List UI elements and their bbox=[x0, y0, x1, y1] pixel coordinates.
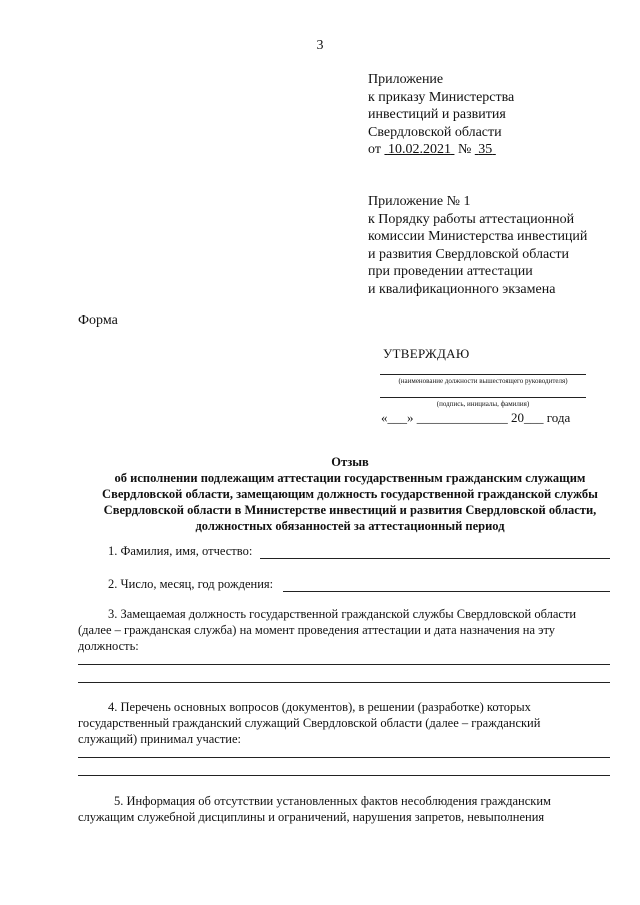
order-date: 10.02.2021 bbox=[387, 142, 451, 157]
field-birth-date-line bbox=[283, 591, 610, 592]
appendix-order-line: к приказу Министерства bbox=[368, 89, 515, 105]
field-birth-date-label: 2. Число, месяц, год рождения: bbox=[108, 577, 274, 591]
field-issues-line bbox=[78, 757, 610, 758]
approval-date-line: «___» ______________ 20___ года bbox=[381, 410, 571, 425]
field-position-line bbox=[78, 664, 610, 665]
title-heading: Отзыв bbox=[331, 455, 369, 469]
approval-heading: УТВЕРЖДАЮ bbox=[383, 346, 470, 361]
position-line bbox=[380, 374, 586, 375]
appendix-procedure-line: и квалификационного экзамена bbox=[368, 281, 556, 297]
title-line: об исполнении подлежащим аттестации государственным гражданским служащим bbox=[114, 471, 586, 485]
page-number: 3 bbox=[316, 38, 324, 53]
appendix-procedure-line: к Порядку работы аттестационной bbox=[368, 211, 575, 227]
position-caption: (наименование должности вышестоящего руководителя) bbox=[398, 377, 568, 385]
signature-caption: (подпись, инициалы, фамилия) bbox=[436, 400, 530, 408]
form-label: Форма bbox=[78, 313, 118, 328]
appendix-order-block bbox=[368, 71, 514, 159]
title-line: Свердловской области, замещающим должность государственной гражданской службы bbox=[102, 487, 598, 501]
appendix-order-line: Свердловской области bbox=[368, 124, 502, 140]
appendix-order-line: инвестиций и развития bbox=[368, 107, 506, 122]
field-position-line bbox=[78, 682, 610, 683]
document-title bbox=[60, 454, 640, 534]
field-full-name-line bbox=[260, 558, 610, 559]
appendix-procedure-block bbox=[368, 193, 587, 298]
appendix-order-date-line bbox=[368, 141, 514, 159]
field-full-name-label: 1. Фамилия, имя, отчество: bbox=[108, 544, 253, 558]
order-number: 35 bbox=[478, 142, 493, 157]
number-sign: № bbox=[457, 142, 472, 157]
field-position-text: 3. Замещаемая должность государственной гражданской службы Свердловской области (далее – гражданская служба) на момент проведения аттестации и дата назначения на эту должность: bbox=[78, 607, 577, 653]
field-issues-line bbox=[78, 775, 610, 776]
signature-line bbox=[380, 397, 586, 398]
date-prefix: от bbox=[368, 142, 381, 157]
field-discipline-text: 5. Информация об отсутствии установленных фактов несоблюдения гражданским служащим служебной дисциплины и ограничений, нарушения запретов, невыполнения bbox=[78, 794, 551, 824]
title-line: Свердловской области в Министерстве инвестиций и развития Свердловской области, bbox=[103, 503, 597, 517]
appendix-procedure-line: и развития Свердловской области bbox=[368, 246, 570, 262]
field-issues-text: 4. Перечень основных вопросов (документов), в решении (разработке) которых государственный гражданский служащий Свердловской области (далее – гражданский служащий) принимал участие: bbox=[78, 700, 541, 746]
appendix-order-line: Приложение bbox=[368, 72, 444, 87]
title-line: должностных обязанностей за аттестационный период bbox=[195, 519, 505, 533]
appendix-procedure-line: комиссии Министерства инвестиций bbox=[368, 229, 588, 244]
appendix-procedure-line: Приложение № 1 bbox=[368, 194, 471, 209]
appendix-procedure-line: при проведении аттестации bbox=[368, 264, 533, 279]
